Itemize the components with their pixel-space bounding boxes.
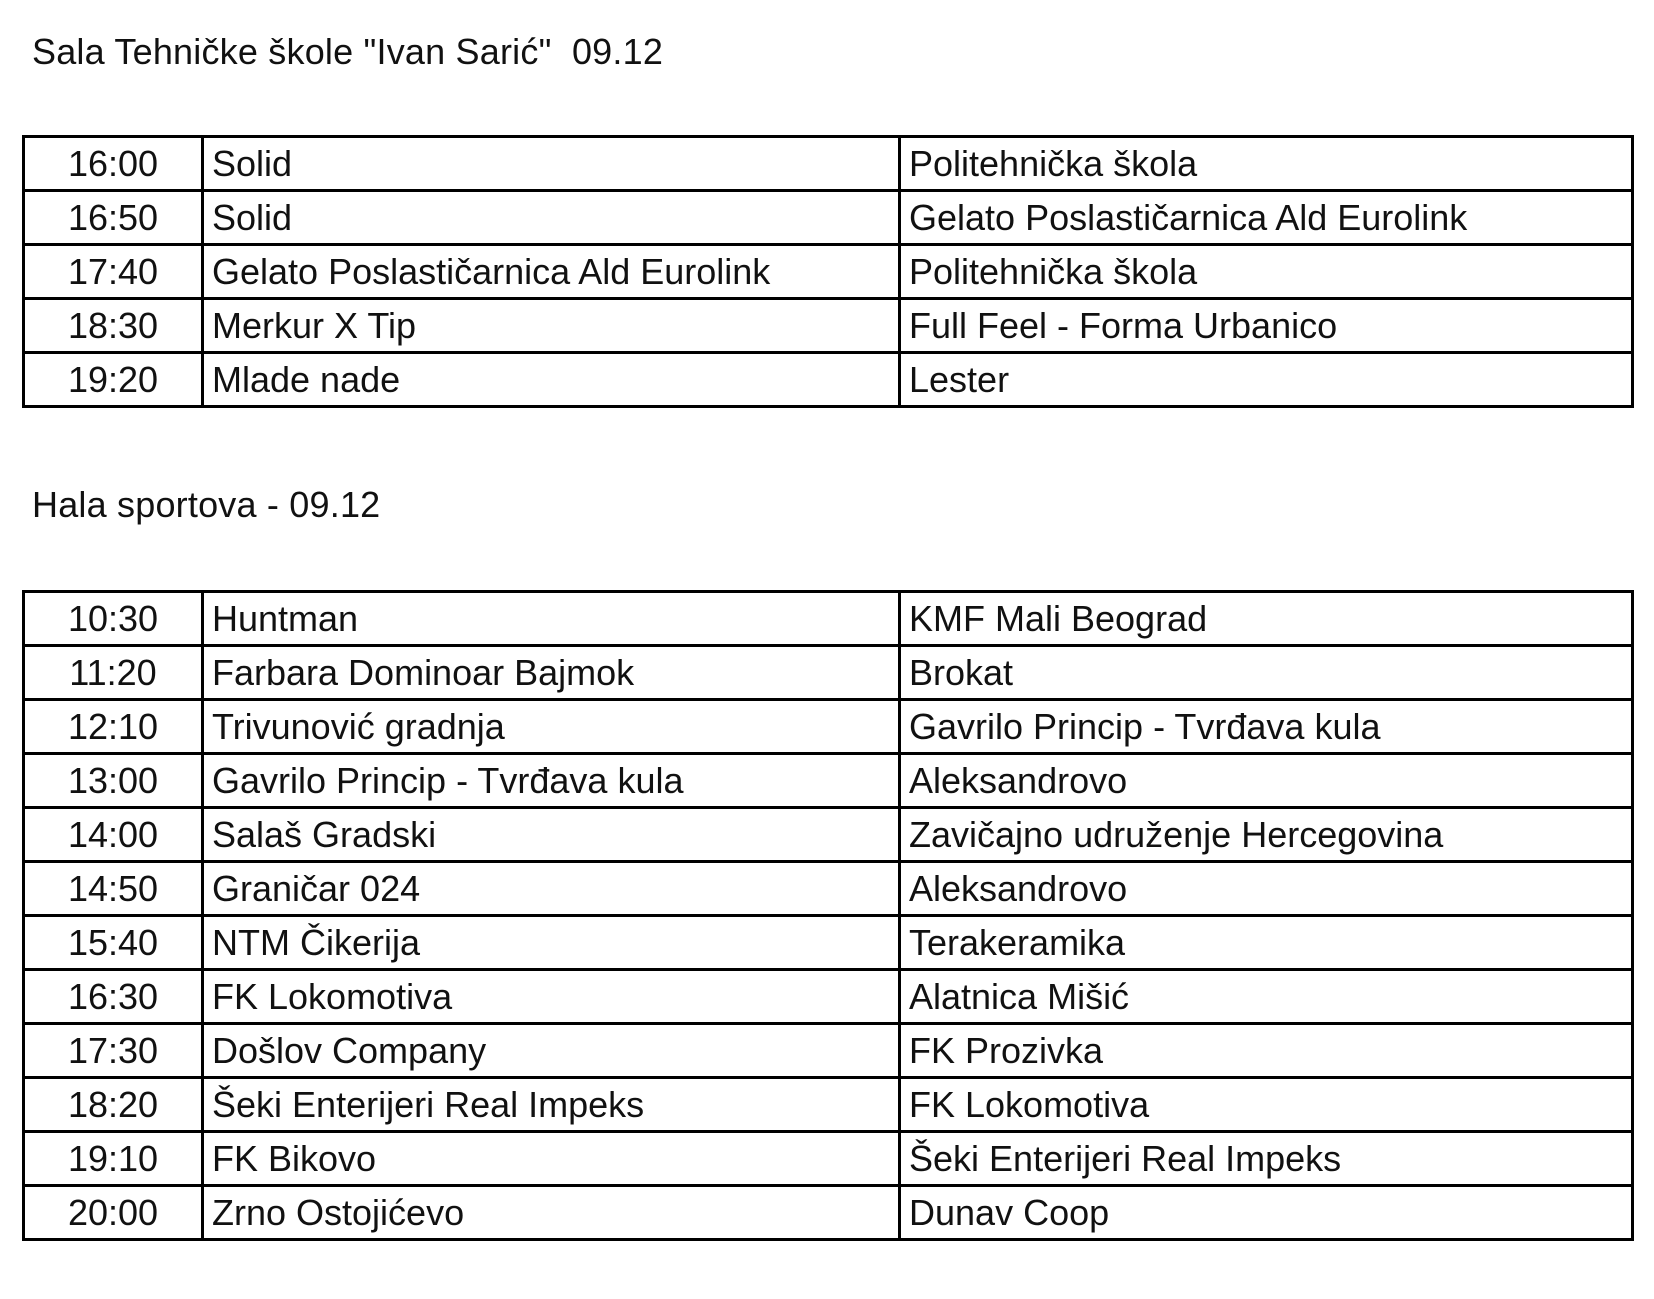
home-team: Graničar 024	[203, 862, 900, 916]
away-team: Politehnička škola	[900, 137, 1633, 191]
match-time: 19:10	[24, 1132, 203, 1186]
away-team: Politehnička škola	[900, 245, 1633, 299]
away-team: Alatnica Mišić	[900, 970, 1633, 1024]
away-team: Full Feel - Forma Urbanico	[900, 299, 1633, 353]
home-team: Došlov Company	[203, 1024, 900, 1078]
match-time: 10:30	[24, 592, 203, 646]
home-team: FK Lokomotiva	[203, 970, 900, 1024]
match-row	[24, 754, 1633, 808]
home-team: Solid	[203, 137, 900, 191]
match-time: 19:20	[24, 353, 203, 407]
away-team: Terakeramika	[900, 916, 1633, 970]
schedule-table-venue-2	[22, 590, 1634, 1241]
match-time: 14:00	[24, 808, 203, 862]
match-row	[24, 1024, 1633, 1078]
match-row	[24, 808, 1633, 862]
match-time: 17:30	[24, 1024, 203, 1078]
home-team: Trivunović gradnja	[203, 700, 900, 754]
match-row	[24, 245, 1633, 299]
away-team: Brokat	[900, 646, 1633, 700]
section-heading-venue-2: Hala sportova - 09.12	[32, 484, 381, 525]
match-time: 16:00	[24, 137, 203, 191]
match-row	[24, 137, 1633, 191]
away-team: Aleksandrovo	[900, 862, 1633, 916]
match-row	[24, 970, 1633, 1024]
match-time: 12:10	[24, 700, 203, 754]
home-team: Šeki Enterijeri Real Impeks	[203, 1078, 900, 1132]
match-row	[24, 646, 1633, 700]
away-team: Aleksandrovo	[900, 754, 1633, 808]
match-time: 11:20	[24, 646, 203, 700]
away-team: Zavičajno udruženje Hercegovina	[900, 808, 1633, 862]
home-team: NTM Čikerija	[203, 916, 900, 970]
home-team: Zrno Ostojićevo	[203, 1186, 900, 1240]
match-row	[24, 191, 1633, 245]
match-time: 18:30	[24, 299, 203, 353]
away-team: Lester	[900, 353, 1633, 407]
match-row	[24, 592, 1633, 646]
home-team: Huntman	[203, 592, 900, 646]
away-team: Dunav Coop	[900, 1186, 1633, 1240]
home-team: FK Bikovo	[203, 1132, 900, 1186]
match-row	[24, 353, 1633, 407]
match-time: 14:50	[24, 862, 203, 916]
home-team: Mlade nade	[203, 353, 900, 407]
match-time: 16:30	[24, 970, 203, 1024]
match-row	[24, 862, 1633, 916]
home-team: Merkur X Tip	[203, 299, 900, 353]
match-row	[24, 299, 1633, 353]
match-time: 15:40	[24, 916, 203, 970]
away-team: Gavrilo Princip - Tvrđava kula	[900, 700, 1633, 754]
match-time: 20:00	[24, 1186, 203, 1240]
home-team: Gelato Poslastičarnica Ald Eurolink	[203, 245, 900, 299]
schedule-table-venue-1	[22, 135, 1634, 408]
match-time: 16:50	[24, 191, 203, 245]
section-heading-venue-1: Sala Tehničke škole "Ivan Sarić" 09.12	[32, 31, 664, 72]
home-team: Farbara Dominoar Bajmok	[203, 646, 900, 700]
away-team: FK Prozivka	[900, 1024, 1633, 1078]
away-team: FK Lokomotiva	[900, 1078, 1633, 1132]
match-time: 17:40	[24, 245, 203, 299]
match-time: 18:20	[24, 1078, 203, 1132]
away-team: Šeki Enterijeri Real Impeks	[900, 1132, 1633, 1186]
home-team: Salaš Gradski	[203, 808, 900, 862]
home-team: Gavrilo Princip - Tvrđava kula	[203, 754, 900, 808]
match-row	[24, 1132, 1633, 1186]
away-team: KMF Mali Beograd	[900, 592, 1633, 646]
match-row	[24, 916, 1633, 970]
away-team: Gelato Poslastičarnica Ald Eurolink	[900, 191, 1633, 245]
match-row	[24, 700, 1633, 754]
home-team: Solid	[203, 191, 900, 245]
match-row	[24, 1186, 1633, 1240]
match-time: 13:00	[24, 754, 203, 808]
match-row	[24, 1078, 1633, 1132]
